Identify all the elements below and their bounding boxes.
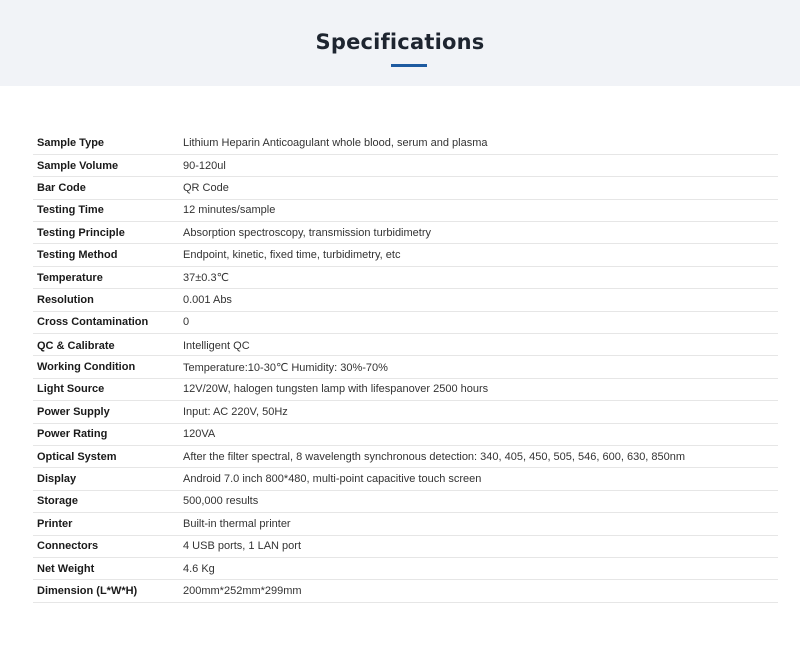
spec-label: Connectors — [33, 535, 179, 557]
spec-row — [33, 513, 778, 535]
spec-row — [33, 334, 778, 356]
spec-label: Testing Principle — [33, 222, 179, 244]
spec-value: Input: AC 220V, 50Hz — [179, 401, 778, 423]
spec-row — [33, 289, 778, 311]
spec-value: Built-in thermal printer — [179, 513, 778, 535]
spec-row — [33, 580, 778, 602]
spec-row — [33, 244, 778, 266]
spec-label: Testing Time — [33, 199, 179, 221]
spec-table — [33, 132, 778, 603]
spec-row — [33, 266, 778, 288]
spec-row — [33, 356, 778, 378]
spec-label: Storage — [33, 490, 179, 512]
spec-value: 0 — [179, 311, 778, 333]
spec-label: Working Condition — [33, 356, 179, 378]
spec-row — [33, 132, 778, 154]
spec-value: Endpoint, kinetic, fixed time, turbidimetry, etc — [179, 244, 778, 266]
spec-row — [33, 423, 778, 445]
spec-row — [33, 378, 778, 400]
spec-value: 90-120ul — [179, 154, 778, 176]
spec-value: 37±0.3℃ — [179, 266, 778, 288]
spec-value: Lithium Heparin Anticoagulant whole blood, serum and plasma — [179, 132, 778, 154]
spec-row — [33, 445, 778, 467]
spec-value: 12V/20W, halogen tungsten lamp with lifespanover 2500 hours — [179, 378, 778, 400]
spec-row — [33, 535, 778, 557]
spec-label: Net Weight — [33, 557, 179, 579]
spec-label: Sample Type — [33, 132, 179, 154]
spec-label: Power Supply — [33, 401, 179, 423]
spec-label: Light Source — [33, 378, 179, 400]
spec-row — [33, 468, 778, 490]
spec-value: QR Code — [179, 177, 778, 199]
spec-label: QC & Calibrate — [33, 334, 179, 356]
spec-row — [33, 401, 778, 423]
spec-table-body — [33, 132, 778, 602]
spec-row — [33, 311, 778, 333]
spec-value: 200mm*252mm*299mm — [179, 580, 778, 602]
spec-value: 120VA — [179, 423, 778, 445]
spec-value: Absorption spectroscopy, transmission turbidimetry — [179, 222, 778, 244]
spec-label: Cross Contamination — [33, 311, 179, 333]
spec-label: Dimension (L*W*H) — [33, 580, 179, 602]
spec-label: Printer — [33, 513, 179, 535]
spec-value: After the filter spectral, 8 wavelength synchronous detection: 340, 405, 450, 505, 546, 600, 630, 850nm — [179, 445, 778, 467]
spec-row — [33, 177, 778, 199]
spec-value: 500,000 results — [179, 490, 778, 512]
spec-row — [33, 490, 778, 512]
spec-value: Temperature:10-30℃ Humidity: 30%-70% — [179, 356, 778, 378]
spec-label: Sample Volume — [33, 154, 179, 176]
spec-label: Power Rating — [33, 423, 179, 445]
spec-label: Testing Method — [33, 244, 179, 266]
spec-label: Temperature — [33, 266, 179, 288]
spec-value: 4.6 Kg — [179, 557, 778, 579]
spec-label: Display — [33, 468, 179, 490]
spec-value: 0.001 Abs — [179, 289, 778, 311]
spec-row — [33, 222, 778, 244]
spec-value: Intelligent QC — [179, 334, 778, 356]
spec-row — [33, 154, 778, 176]
spec-row — [33, 199, 778, 221]
page-title: Specifications — [315, 30, 485, 54]
title-underline — [391, 64, 427, 67]
spec-value: 12 minutes/sample — [179, 199, 778, 221]
spec-value: 4 USB ports, 1 LAN port — [179, 535, 778, 557]
spec-value: Android 7.0 inch 800*480, multi-point capacitive touch screen — [179, 468, 778, 490]
spec-label: Optical System — [33, 445, 179, 467]
spec-label: Bar Code — [33, 177, 179, 199]
spec-row — [33, 557, 778, 579]
spec-label: Resolution — [33, 289, 179, 311]
